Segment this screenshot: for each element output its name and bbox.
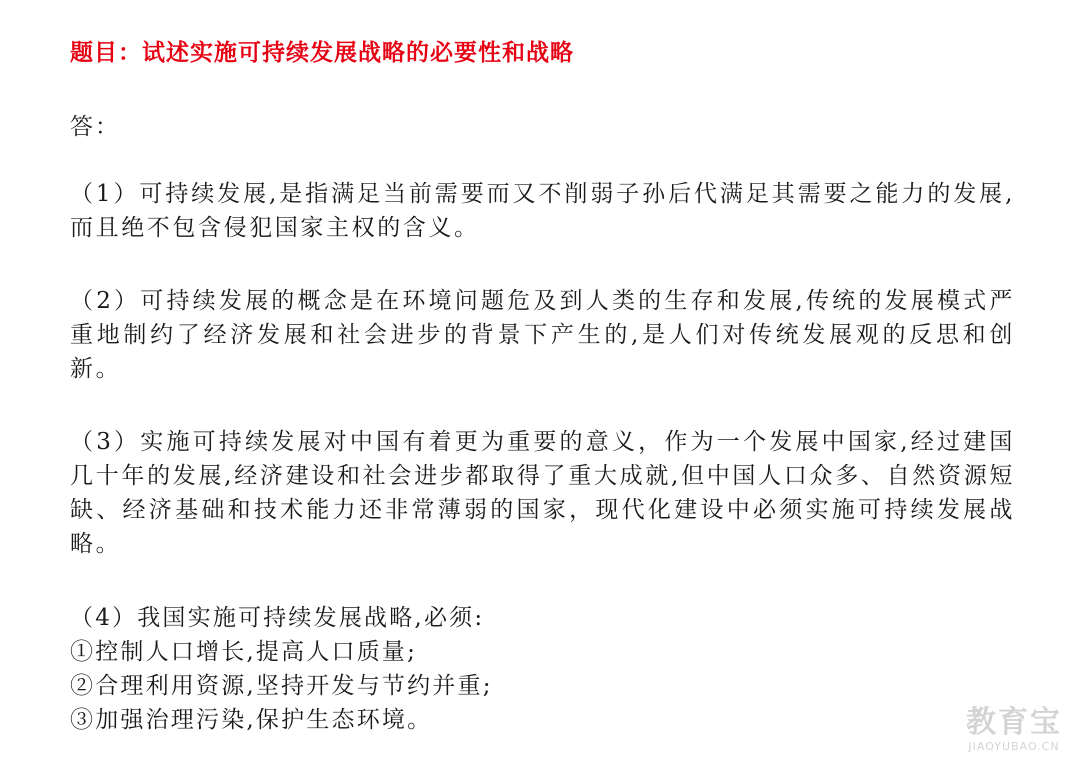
point4-intro: （4）我国实施可持续发展战略,必须: (70, 605, 485, 631)
answer-paragraph-4 (70, 601, 1015, 737)
answer-paragraph-1: （1）可持续发展,是指满足当前需要而又不削弱子孙后代满足其需要之能力的发展,而且绝不包含侵犯国家主权的含义。 (70, 181, 1015, 241)
answer-paragraph-3: （3）实施可持续发展对中国有着更为重要的意义，作为一个发展中国家,经过建国几十年的发展,经济建设和社会进步都取得了重大成就,但中国人口众多、自然资源短缺、经济基础和技术能力还非常薄弱的国家，现代化建设中必须实施可持续发展战略。 (70, 429, 1015, 557)
watermark-url: JIAOYUBAO.CN (968, 740, 1060, 753)
point4-item-1: ①控制人口增长,提高人口质量; (70, 639, 418, 665)
answer-label: 答： (70, 114, 120, 140)
point4-item-3: ③加强治理污染,保护生态环境。 (70, 707, 433, 733)
watermark-logo (966, 706, 1062, 754)
watermark-text: 教育宝 (966, 705, 1062, 740)
question-title: 题目：试述实施可持续发展战略的必要性和战略 (70, 39, 574, 66)
answer-paragraph-2: （2）可持续发展的概念是在环境问题危及到人类的生存和发展,传统的发展模式严重地制约了经济发展和社会进步的背景下产生的,是人们对传统发展观的反思和创新。 (70, 288, 1015, 382)
point4-item-2: ②合理利用资源,坚持开发与节约并重; (70, 673, 493, 699)
